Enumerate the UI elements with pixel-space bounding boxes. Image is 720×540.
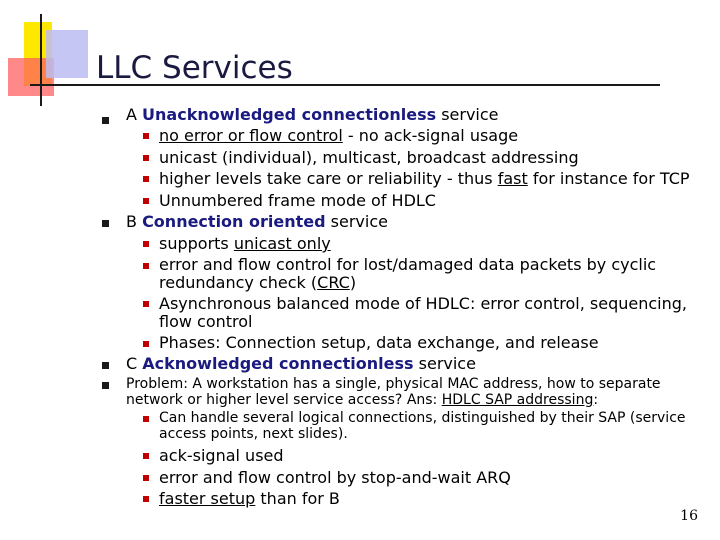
- square-bullet-icon: [143, 475, 149, 481]
- item-d-problem-cont: network or higher level service access? Ans: HDLC SAP addressing:: [126, 392, 599, 408]
- item-d-point-4: faster setup than for B: [159, 489, 340, 508]
- square-bullet-icon: [143, 133, 149, 139]
- item-b-point-2-cont: redundancy check (CRC): [159, 273, 357, 292]
- item-a-heading: A Unacknowledged connectionless service: [126, 105, 499, 124]
- item-a-point-2: unicast (individual), multicast, broadcast addressing: [159, 148, 579, 167]
- item-d-problem: Problem: A workstation has a single, physical MAC address, how to separate: [126, 376, 661, 392]
- square-bullet-icon: [143, 263, 149, 269]
- item-d-point-1-cont: access points, next slides).: [159, 426, 348, 442]
- square-bullet-icon: [143, 241, 149, 247]
- square-bullet-icon: [143, 155, 149, 161]
- item-b-point-3: Asynchronous balanced mode of HDLC: error control, sequencing,: [159, 294, 687, 313]
- item-a-point-3: higher levels take care or reliability - thus fast for instance for TCP: [159, 169, 690, 188]
- square-bullet-icon: [143, 341, 149, 347]
- item-b-point-4: Phases: Connection setup, data exchange, and release: [159, 333, 599, 352]
- item-b-point-2: error and flow control for lost/damaged data packets by cyclic: [159, 255, 657, 274]
- decorative-blue-block: [46, 30, 88, 78]
- page-number: 16: [680, 508, 698, 524]
- item-c-heading: C Acknowledged connectionless service: [126, 354, 476, 373]
- item-b-heading: B Connection oriented service: [126, 212, 388, 231]
- square-bullet-icon: [143, 453, 149, 459]
- item-d-point-1: Can handle several logical connections, distinguished by their SAP (service: [159, 410, 686, 426]
- square-bullet-icon: [143, 301, 149, 307]
- square-bullet-icon: [143, 496, 149, 502]
- slide-title: LLC Services: [96, 50, 293, 86]
- decorative-vertical-line: [40, 14, 42, 106]
- item-d-point-2: ack-signal used: [159, 446, 284, 465]
- square-bullet-icon: [143, 416, 149, 422]
- square-bullet-icon: [102, 220, 109, 227]
- item-a-point-4: Unnumbered frame mode of HDLC: [159, 191, 436, 210]
- square-bullet-icon: [102, 362, 109, 369]
- square-bullet-icon: [102, 382, 109, 389]
- item-d-point-3: error and flow control by stop-and-wait ARQ: [159, 468, 511, 487]
- square-bullet-icon: [102, 117, 109, 124]
- item-a-point-1: no error or flow control - no ack-signal usage: [159, 126, 519, 145]
- item-b-point-3-cont: flow control: [159, 312, 253, 331]
- square-bullet-icon: [143, 198, 149, 204]
- square-bullet-icon: [143, 176, 149, 182]
- item-b-point-1: supports unicast only: [159, 234, 331, 253]
